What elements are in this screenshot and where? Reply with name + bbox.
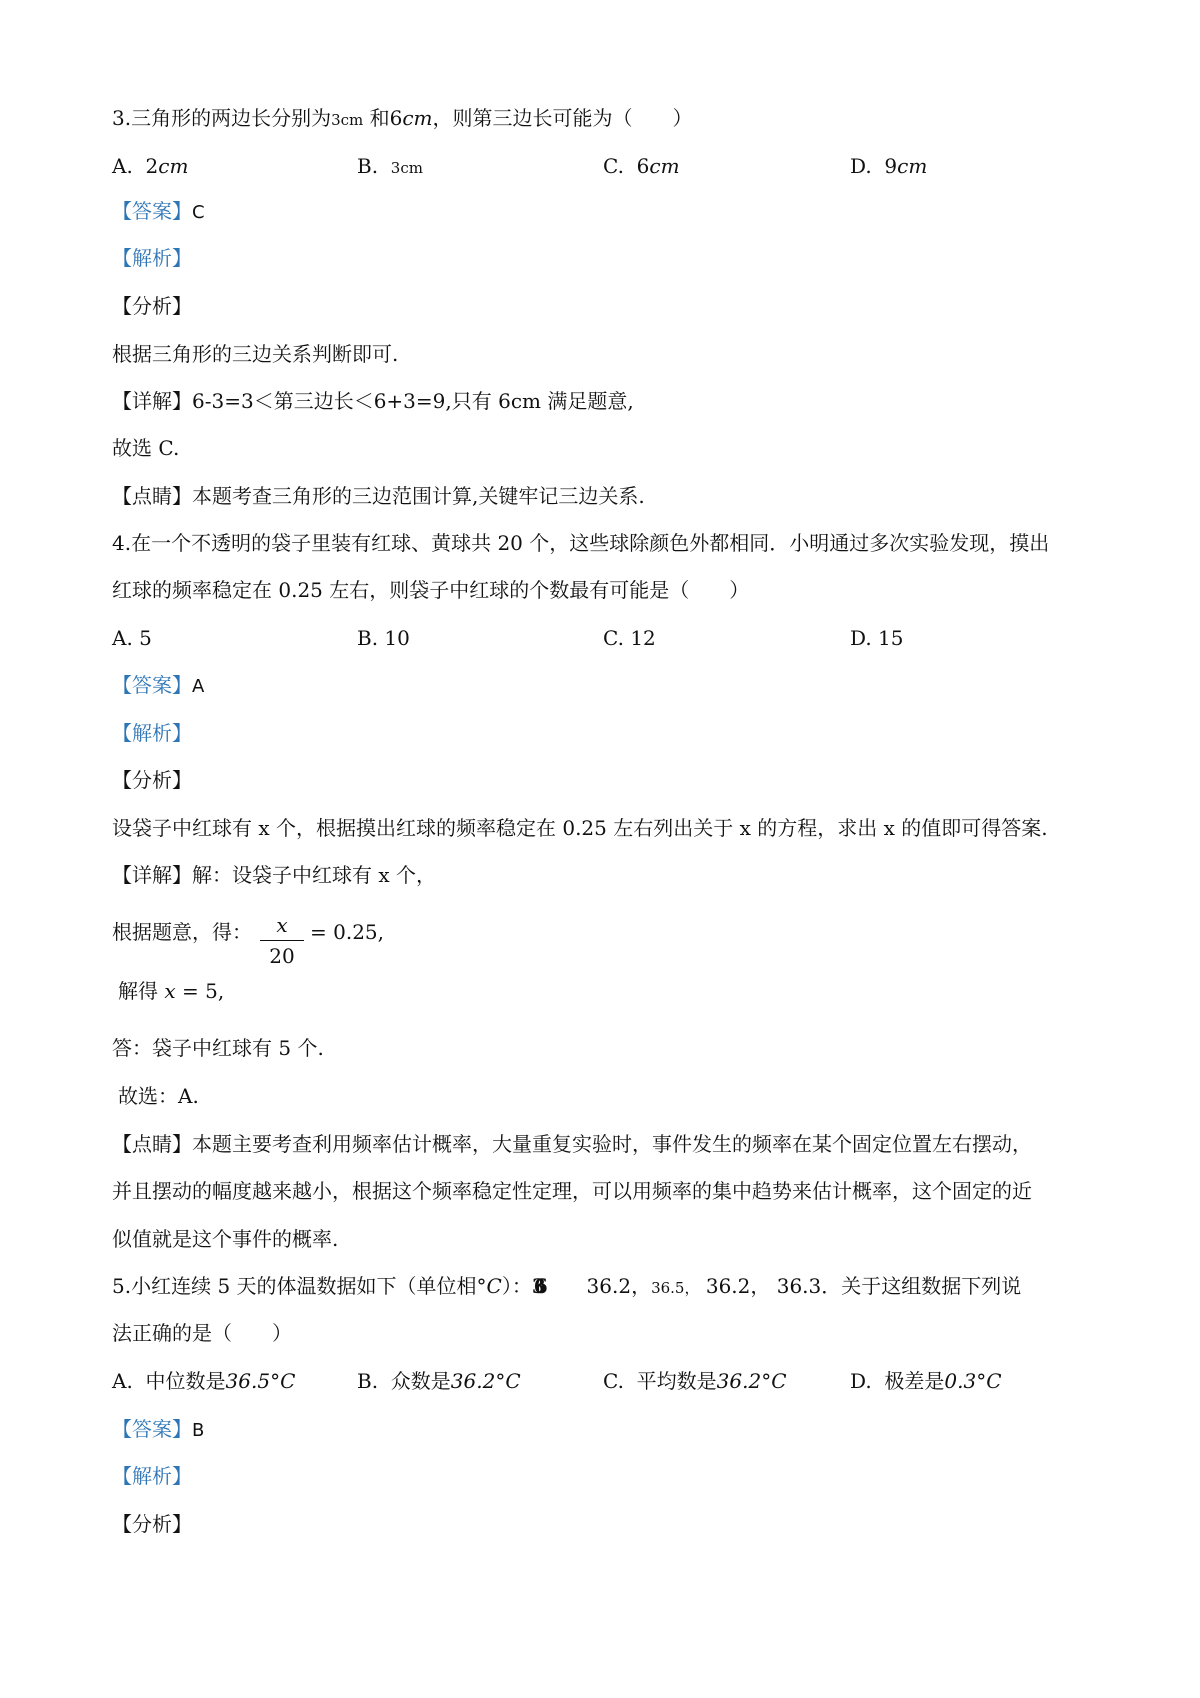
q4-da: 答：袋子中红球有 5 个. bbox=[112, 1036, 324, 1060]
q5-option-b: B. 众数是36.2°C bbox=[357, 1369, 521, 1393]
q4-option-a: A. 5 bbox=[112, 626, 152, 650]
q4-xiangjie: 【详解】解：设袋子中红球有 x 个， bbox=[112, 863, 436, 887]
q4-solve: 解得 x = 5, bbox=[118, 979, 225, 1003]
q3-dianjing: 【点睛】本题考查三角形的三边范围计算,关键牢记三边关系. bbox=[112, 484, 645, 508]
q5-option-a: A. 中位数是36.5°C bbox=[112, 1369, 296, 1393]
q4-answer: 【答案】A bbox=[112, 673, 205, 697]
q4-stem-line2: 红球的频率稳定在 0.25 左右，则袋子中红球的个数最有可能是（ ） bbox=[112, 578, 750, 602]
q5-jiexi: 【解析】 bbox=[112, 1464, 192, 1488]
q3-fenxi-text: 根据三角形的三边关系判断即可. bbox=[112, 342, 399, 366]
q3-xiangjie: 【详解】6-3=3＜第三边长＜6+3=9,只有 6cm 满足题意, bbox=[112, 389, 634, 413]
q5-answer: 【答案】B bbox=[112, 1417, 205, 1441]
q3-answer: 【答案】C bbox=[112, 199, 205, 223]
q3-option-a: A. 2cm bbox=[112, 154, 189, 178]
q3-option-c: C. 6cm bbox=[603, 154, 680, 178]
q4-equation-suffix: = 0.25, bbox=[310, 920, 385, 944]
q5-option-d: D. 极差是0.3°C bbox=[850, 1369, 1002, 1393]
q4-stem-line1: 4.在一个不透明的袋子里装有红球、黄球共 20 个，这些球除颜色外都相同．小明通过多次实验发现，摸出 bbox=[112, 531, 1050, 555]
q4-dianjing-line3: 似值就是这个事件的概率. bbox=[112, 1227, 339, 1251]
q4-equation-prefix: 根据题意，得： bbox=[112, 920, 252, 944]
q5-stem-line2: 法正确的是（ ） bbox=[112, 1321, 292, 1345]
q4-option-c: C. 12 bbox=[603, 626, 656, 650]
q4-option-d: D. 15 bbox=[850, 626, 904, 650]
q3-option-d: D. 9cm bbox=[850, 154, 928, 178]
q3-fenxi-label: 【分析】 bbox=[112, 294, 192, 318]
q4-dianjing-line2: 并且摆动的幅度越来越小，根据这个频率稳定性定理，可以用频率的集中趋势来估计概率，这个固定的近 bbox=[112, 1179, 1032, 1203]
q4-option-b: B. 10 bbox=[357, 626, 410, 650]
q3-jiexi: 【解析】 bbox=[112, 246, 192, 270]
q4-fenxi-text: 设袋子中红球有 x 个，根据摸出红球的频率稳定在 0.25 左右列出关于 x 的方程，求出 x 的值即可得答案. bbox=[112, 816, 1048, 840]
q3-val1: 3cm bbox=[331, 111, 364, 129]
q5-fenxi-label: 【分析】 bbox=[112, 1512, 192, 1536]
q3-stem: 3.三角形的两边长分别为3cm 和6cm，则第三边长可能为（ ） bbox=[112, 106, 693, 130]
fraction-bar bbox=[260, 940, 304, 941]
q3-guxuan: 故选 C. bbox=[112, 436, 180, 460]
q3-option-b: B. 3cm bbox=[357, 154, 423, 178]
q4-fenxi-label: 【分析】 bbox=[112, 768, 192, 792]
q5-stem-line1: 5.小红连续 5 天的体温数据如下（单位相°C）：36 36.2，36.5， 36.2， 36.3．关于这组数据下列说 bbox=[112, 1274, 1022, 1298]
q4-guxuan: 故选：A. bbox=[118, 1084, 199, 1108]
q4-jiexi: 【解析】 bbox=[112, 721, 192, 745]
q4-dianjing-line1: 【点睛】本题主要考查利用频率估计概率，大量重复实验时，事件发生的频率在某个固定位置左右摆动， bbox=[112, 1132, 1032, 1156]
q4-fraction: x 20 bbox=[260, 912, 304, 969]
q5-option-c: C. 平均数是36.2°C bbox=[603, 1369, 787, 1393]
